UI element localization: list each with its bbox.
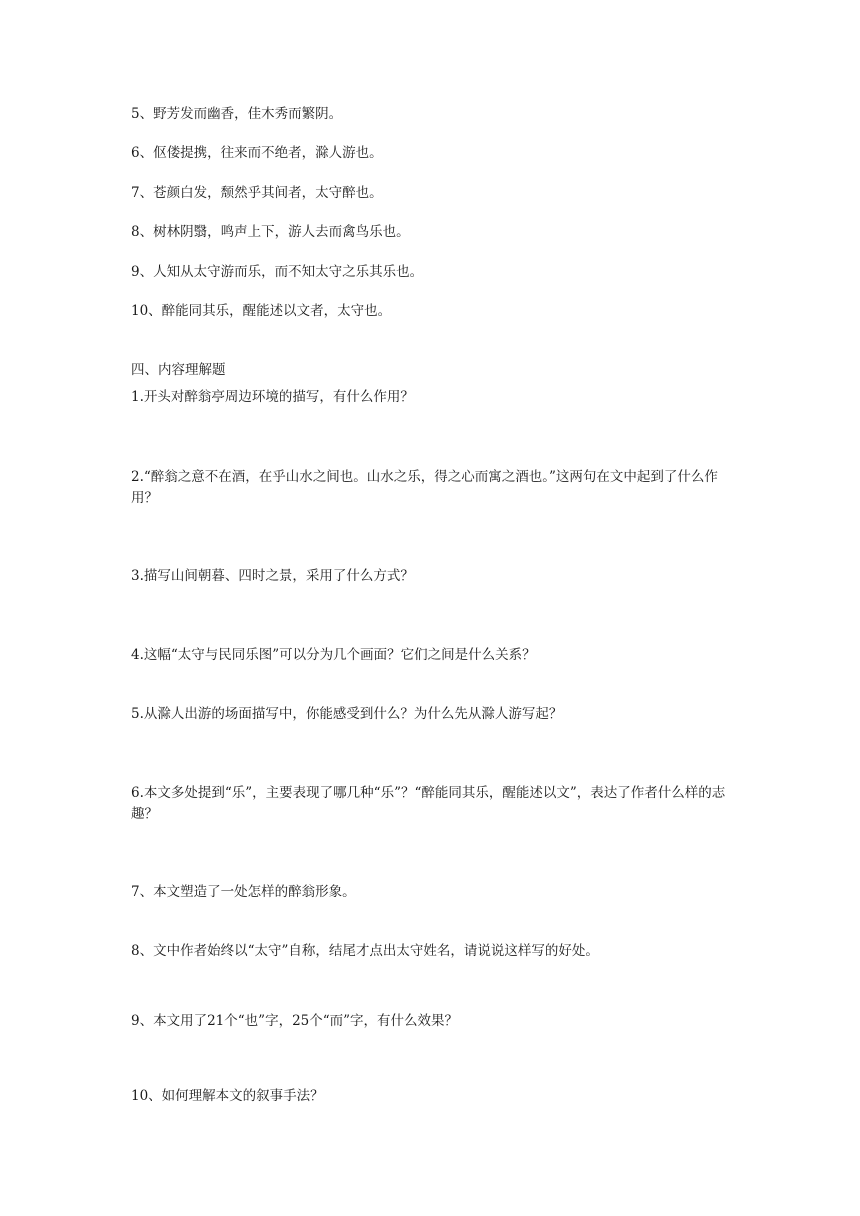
translation-item: 5、野芳发而幽香，佳木秀而繁阴。 xyxy=(131,106,343,122)
translation-item: 6、伛偻提携，往来而不绝者，滁人游也。 xyxy=(131,145,383,161)
translation-item: 8、树林阴翳，鸣声上下，游人去而禽鸟乐也。 xyxy=(131,224,410,240)
question-3: 3.描写山间朝暮、四时之景，采用了什么方式？ xyxy=(131,568,414,584)
question-6: 6.本文多处提到“乐”，主要表现了哪几种“乐”？“醉能同其乐，醒能述以文”，表达了作者什么样的志趣？ xyxy=(131,785,726,822)
question-9: 9、本文用了21个“也”字，25个“而”字，有什么效果？ xyxy=(131,1013,459,1029)
section-heading: 四、内容理解题 xyxy=(131,362,226,378)
question-5: 5.从滁人出游的场面描写中，你能感受到什么？为什么先从滁人游写起？ xyxy=(131,706,563,722)
translation-item: 9、人知从太守游而乐，而不知太守之乐其乐也。 xyxy=(131,264,424,280)
question-2: 2.“醉翁之意不在酒，在乎山水之间也。山水之乐，得之心而寓之酒也。”这两句在文中起到了什么作用？ xyxy=(131,469,718,506)
question-10: 10、如何理解本文的叙事手法？ xyxy=(131,1088,324,1104)
question-8: 8、文中作者始终以“太守”自称，结尾才点出太守姓名，请说说这样写的好处。 xyxy=(131,943,599,959)
question-1: 1.开头对醉翁亭周边环境的描写，有什么作用？ xyxy=(131,389,414,405)
question-7: 7、本文塑造了一处怎样的醉翁形象。 xyxy=(131,884,356,900)
translation-item: 10、醉能同其乐，醒能述以文者，太守也。 xyxy=(131,303,392,319)
question-4: 4.这幅“太守与民同乐图”可以分为几个画面？它们之间是什么关系？ xyxy=(131,647,536,663)
translation-item: 7、苍颜白发，颓然乎其间者，太守醉也。 xyxy=(131,185,383,201)
